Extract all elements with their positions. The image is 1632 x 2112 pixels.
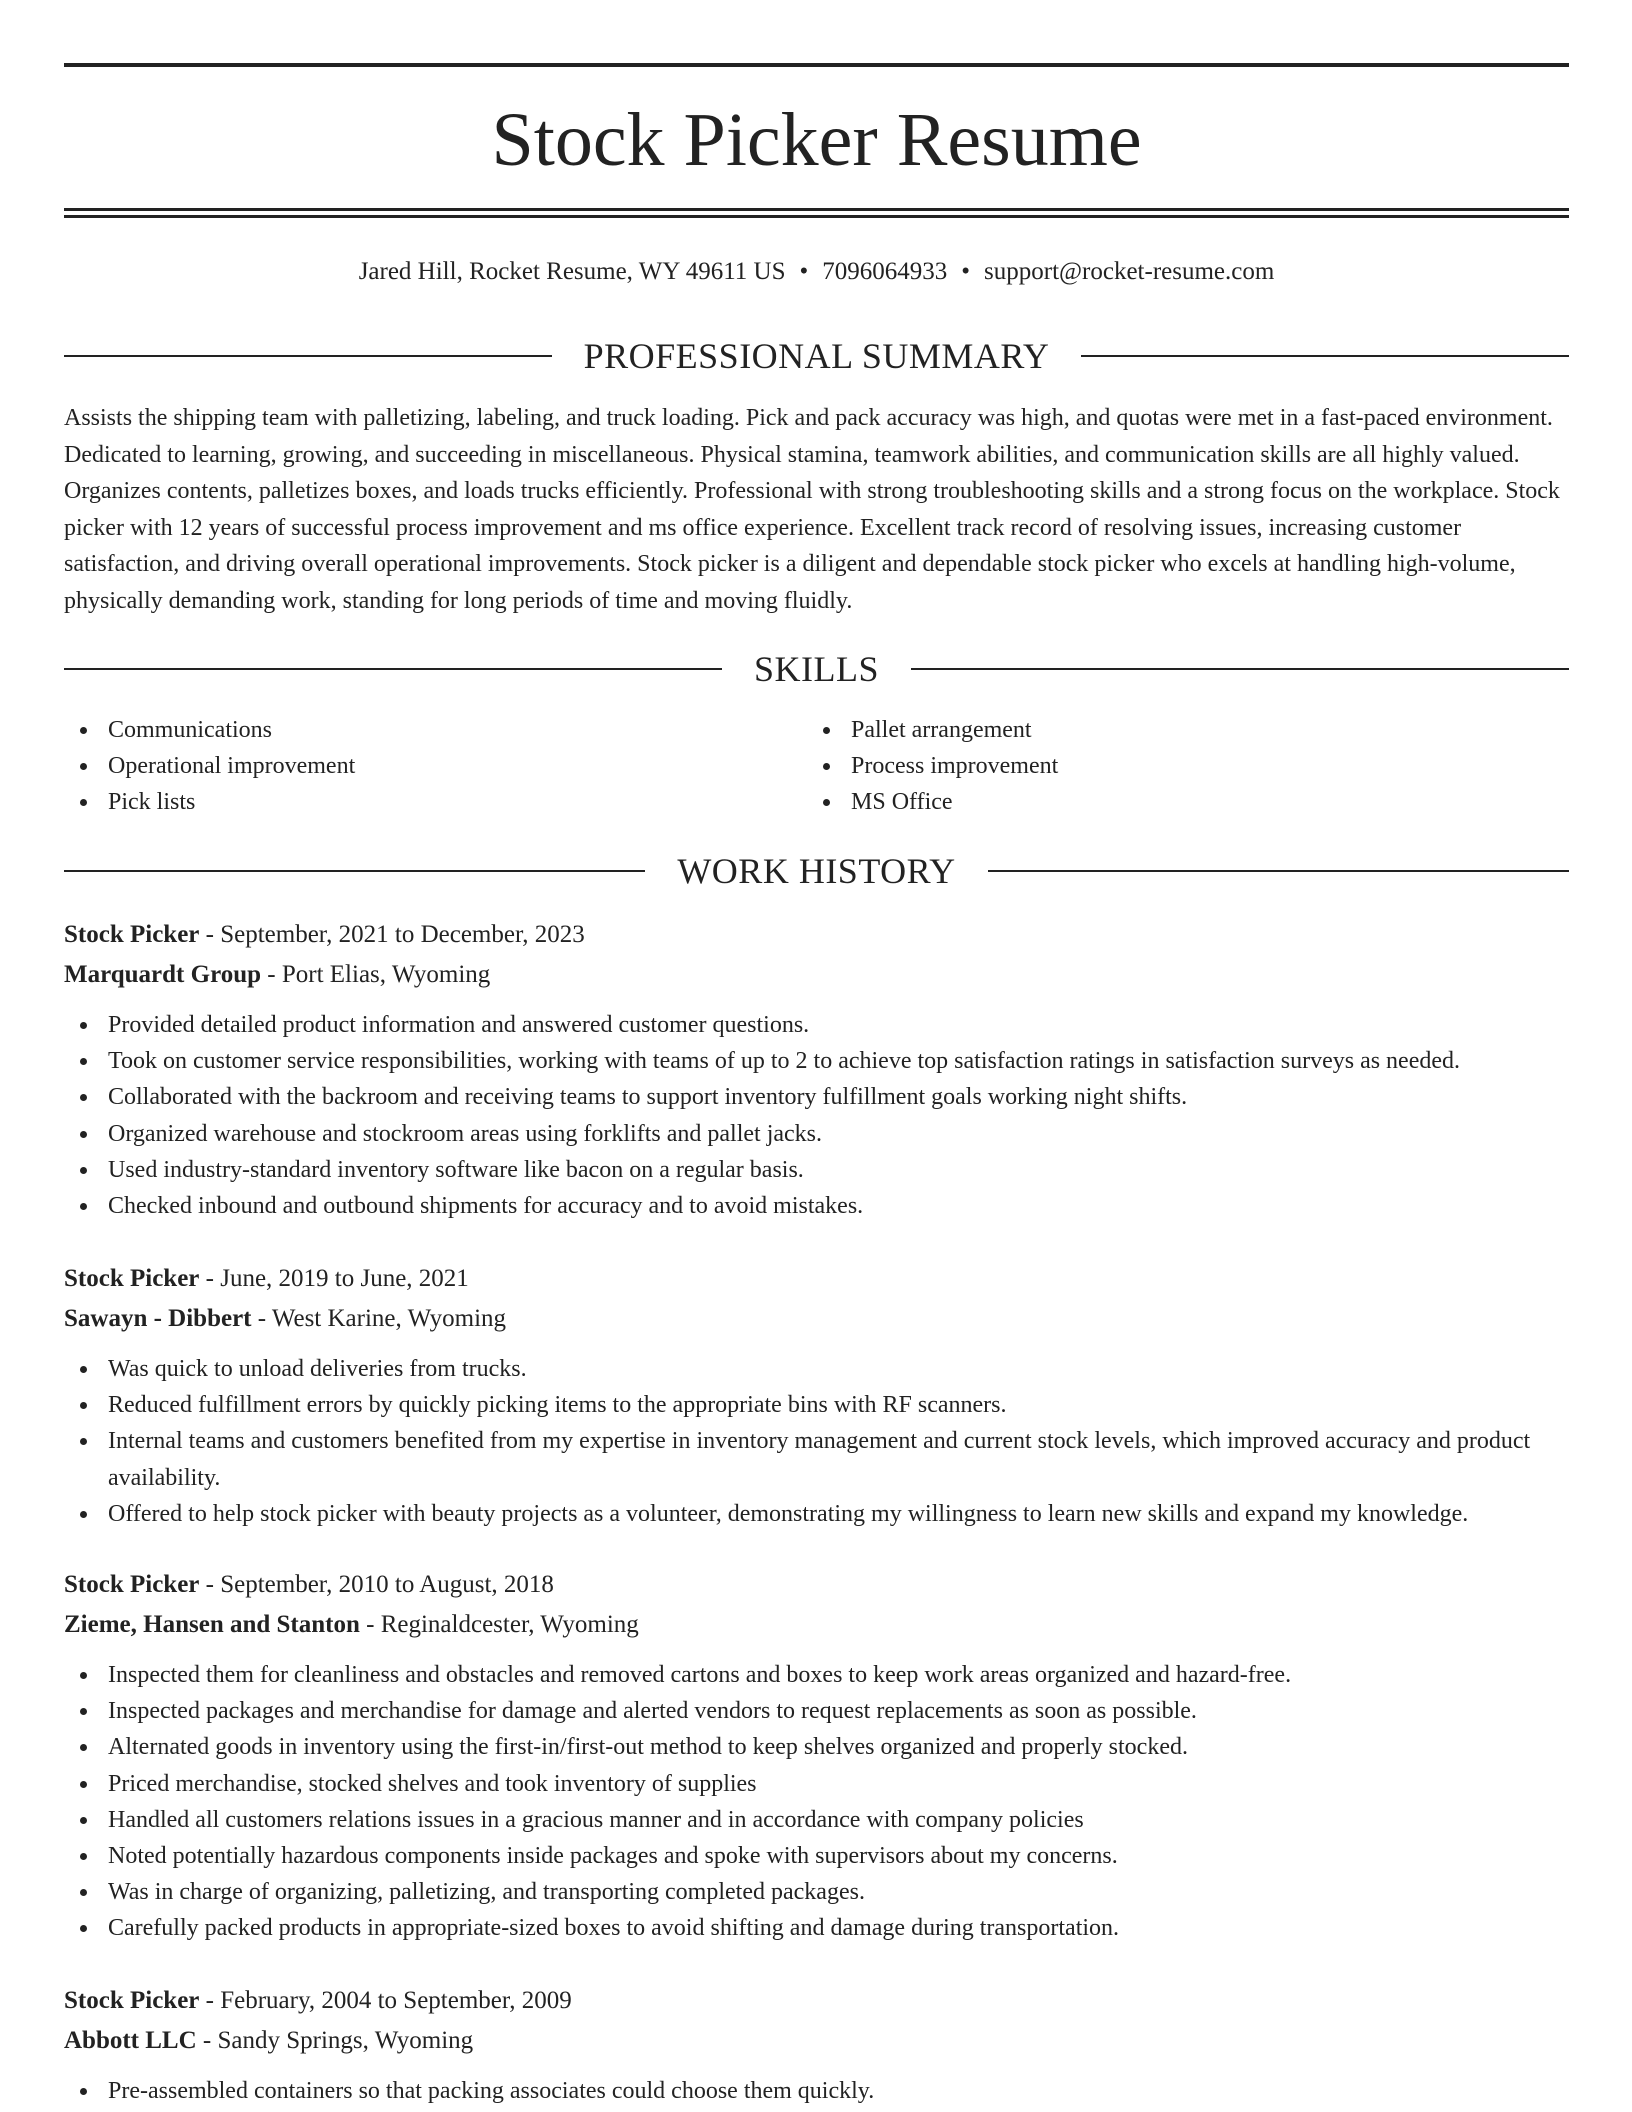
skill-item: Operational improvement (64, 748, 764, 784)
heading-rule (911, 668, 1569, 670)
contact-line (64, 254, 1569, 290)
heading-rule (64, 870, 645, 872)
contact-address: Jared Hill, Rocket Resume, WY 49611 US (358, 258, 786, 285)
job-title: Stock Picker (64, 1987, 200, 2014)
contact-separator: • (799, 258, 809, 285)
heading-rule (1081, 355, 1569, 357)
job-bullet: Alternated goods in inventory using the first-in/first-out method to keep shelves organized and properly stocked. (64, 1729, 1569, 1765)
job-company: Zieme, Hansen and Stanton (64, 1611, 360, 1638)
job-bullet: Used industry-standard inventory software like bacon on a regular basis. (64, 1152, 1569, 1188)
work-heading: WORK HISTORY (677, 851, 956, 891)
job-bullet: Pre-assembled containers so that packing associates could choose them quickly. (64, 2073, 1569, 2109)
page-title: Stock Picker Resume (491, 98, 1142, 182)
skill-item: Process improvement (807, 748, 1507, 784)
job-title-line (64, 1981, 1569, 2021)
job-bullets (64, 1351, 1569, 1532)
job-bullets (64, 2073, 1569, 2109)
job-title: Stock Picker (64, 1571, 200, 1598)
skills-list-left (64, 712, 764, 821)
job-bullet: Noted potentially hazardous components inside packages and spoke with supervisors about my concerns. (64, 1838, 1569, 1874)
job-bullet: Internal teams and customers benefited from my expertise in inventory management and current stock levels, which improved accuracy and product availability. (64, 1423, 1569, 1495)
job-entry (64, 915, 1569, 1224)
job-entry (64, 1565, 1569, 1947)
job-dates: - September, 2021 to December, 2023 (199, 921, 585, 948)
contact-separator: • (961, 258, 971, 285)
job-dates: - September, 2010 to August, 2018 (199, 1571, 554, 1598)
heading-rule (64, 355, 552, 357)
job-dates: - February, 2004 to September, 2009 (199, 1987, 572, 2014)
job-bullets (64, 1007, 1569, 1224)
job-entry (64, 1259, 1569, 1532)
work-heading-row (64, 849, 1569, 893)
job-company: Sawayn - Dibbert (64, 1305, 252, 1332)
job-company-line (64, 1299, 1569, 1339)
job-bullet: Collaborated with the backroom and receiving teams to support inventory fulfillment goals working night shifts. (64, 1079, 1569, 1115)
job-bullet: Checked inbound and outbound shipments for accuracy and to avoid mistakes. (64, 1188, 1569, 1224)
skill-item: Pallet arrangement (807, 712, 1507, 748)
job-company: Abbott LLC (64, 2027, 197, 2054)
skill-item: MS Office (807, 784, 1507, 820)
skill-item: Pick lists (64, 784, 764, 820)
job-bullet: Priced merchandise, stocked shelves and took inventory of supplies (64, 1766, 1569, 1802)
heading-rule (988, 870, 1569, 872)
contact-email: support@rocket-resume.com (984, 258, 1275, 285)
top-rule (64, 63, 1569, 67)
job-title-line (64, 1259, 1569, 1299)
job-bullet: Carefully packed products in appropriate-sized boxes to avoid shifting and damage during transportation. (64, 1910, 1569, 1946)
job-bullet: Organized warehouse and stockroom areas using forklifts and pallet jacks. (64, 1116, 1569, 1152)
job-company-line (64, 955, 1569, 995)
heading-rule (64, 668, 722, 670)
job-bullet: Was quick to unload deliveries from trucks. (64, 1351, 1569, 1387)
job-bullet: Inspected packages and merchandise for damage and alerted vendors to request replacements as soon as possible. (64, 1693, 1569, 1729)
job-bullet: Inspected them for cleanliness and obstacles and removed cartons and boxes to keep work areas organized and hazard-free. (64, 1657, 1569, 1693)
job-title: Stock Picker (64, 921, 200, 948)
job-entry (64, 1981, 1569, 2109)
skills-heading-row (64, 647, 1569, 691)
skill-item: Communications (64, 712, 764, 748)
job-bullet: Took on customer service responsibilities, working with teams of up to 2 to achieve top satisfaction ratings in satisfaction surveys as needed. (64, 1043, 1569, 1079)
job-company-line (64, 2021, 1569, 2061)
job-bullet: Provided detailed product information and answered customer questions. (64, 1007, 1569, 1043)
job-bullet: Offered to help stock picker with beauty projects as a volunteer, demonstrating my willingness to learn new skills and expand my knowledge. (64, 1496, 1569, 1532)
job-company-line (64, 1605, 1569, 1645)
skills-heading: SKILLS (754, 649, 880, 689)
job-title-line (64, 1565, 1569, 1605)
job-bullet: Was in charge of organizing, palletizing, and transporting completed packages. (64, 1874, 1569, 1910)
job-bullet: Handled all customers relations issues in a gracious manner and in accordance with company policies (64, 1802, 1569, 1838)
job-title: Stock Picker (64, 1265, 200, 1292)
job-location: - Reginaldcester, Wyoming (359, 1611, 639, 1638)
job-bullets (64, 1657, 1569, 1947)
summary-heading-row (64, 334, 1569, 378)
summary-heading: PROFESSIONAL SUMMARY (583, 336, 1050, 376)
title-double-rule (64, 208, 1569, 218)
job-title-line (64, 915, 1569, 955)
job-location: - West Karine, Wyoming (251, 1305, 507, 1332)
job-location: - Sandy Springs, Wyoming (196, 2027, 474, 2054)
job-company: Marquardt Group (64, 961, 262, 988)
job-bullet: Reduced fulfillment errors by quickly picking items to the appropriate bins with RF scanners. (64, 1387, 1569, 1423)
summary-text: Assists the shipping team with palletizing, labeling, and truck loading. Pick and pack accuracy was high, and quotas were met in a fast-paced environment. Dedicated to learning, growing, and succeeding in miscellaneous. Physical stamina, teamwork abilities, and communication skills are all highly valued. Organizes contents, palletizes boxes, and loads trucks efficiently. Professional with strong troubleshooting skills and a strong focus on the workplace. Stock picker with 12 years of successful process improvement and ms office experience. Excellent track record of resolving issues, increasing customer satisfaction, and driving overall operational improvements. Stock picker is a diligent and dependable stock picker who excels at handling high-volume, physically demanding work, standing for long periods of time and moving fluidly. (64, 405, 1560, 614)
job-location: - Port Elias, Wyoming (261, 961, 491, 988)
job-dates: - June, 2019 to June, 2021 (199, 1265, 469, 1292)
contact-phone: 7096064933 (822, 258, 948, 285)
skills-list-right (807, 712, 1507, 821)
